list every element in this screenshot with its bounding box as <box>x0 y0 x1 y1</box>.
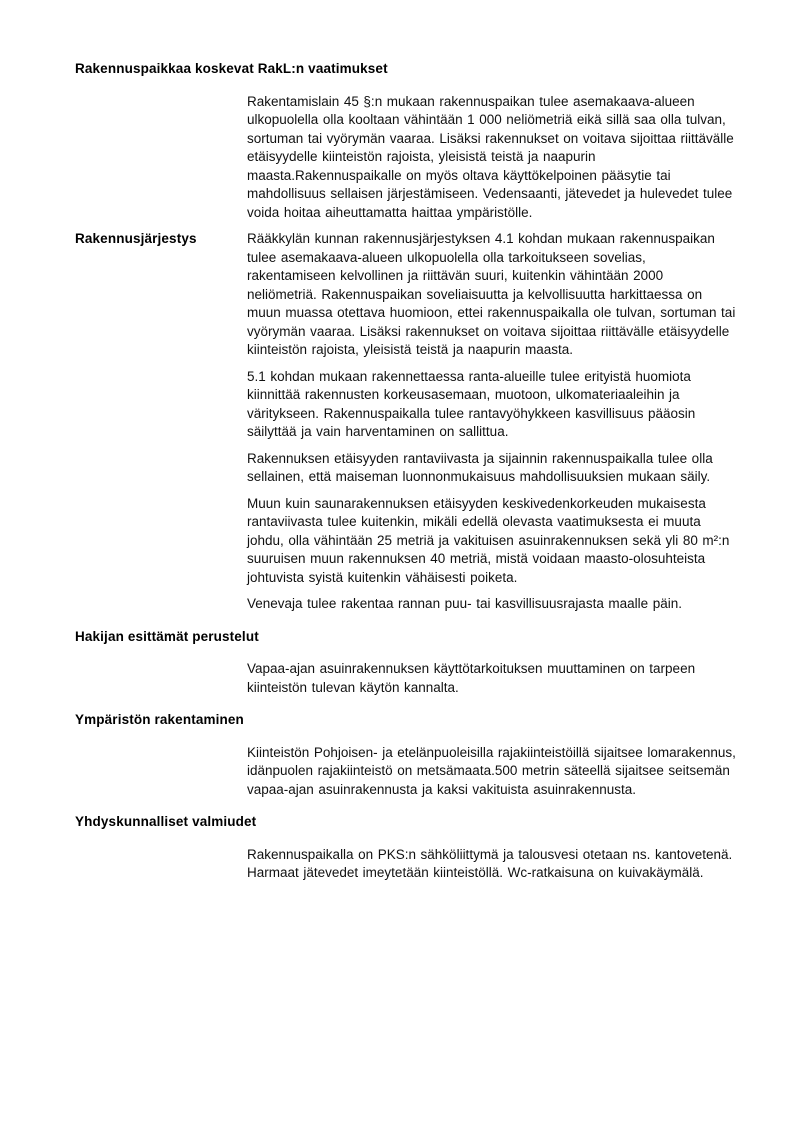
paragraph: Rääkkylän kunnan rakennusjärjestyksen 4.1 kohdan mukaan rakennuspaikan tulee asemakaava-alueen ulkopuolella olla tarkoitukseen sovelias, rakentamiseen kelvollinen ja riittävän suuri, kuitenkin vähintään 2000 neliömetriä. Rakennuspaikan soveliaisuutta ja kelvollisuutta harkittaessa on muun muassa otettava huomioon, ettei rakennuspaikalla ole tulvan, sortuman tai vyörymän vaaraa. Lisäksi rakennukset on voitava sijoittaa riittävälle etäisyydelle kiinteistön rajoista, yleisistä teistä ja naapurin maasta. <box>247 231 736 357</box>
section-heading: Ympäristön rakentaminen <box>75 712 244 727</box>
section-ympariston-rakentaminen <box>75 705 736 807</box>
section-body <box>247 230 736 622</box>
section-rakennusjarjestys <box>75 230 736 622</box>
section-yhdyskunnalliset-valmiudet <box>75 807 736 891</box>
section-body <box>247 744 736 808</box>
paragraph: Muun kuin saunarakennuksen etäisyyden keskivedenkorkeuden mukaisesta rantaviivasta tulee kuitenkin, mikäli edellä olevasta vaatimuksesta ei muuta johdu, olla vähintään 25 metriä ja vakituisen asuinrakennuksen sekä yli 80 m²:n suuruisen muun rakennuksen 40 metriä, mistä voidaan maasto-olosuhteista johtuvista syistä kuitenkin vähäisesti poiketa. <box>247 495 730 585</box>
section-heading: Hakijan esittämät perustelut <box>75 628 259 644</box>
paragraph: Rakentamislain 45 §:n mukaan rakennuspaikan tulee asemakaava-alueen ulkopuolella olla kooltaan vähintään 1 000 neliömetriä eikä sillä saa olla tulvan, sortuman tai vyörymän vaaraa. Lisäksi rakennukset on voitava sijoittaa riittävälle etäisyydelle kiinteistön rajoista, yleisistä teistä ja naapurin maasta.Rakennuspaikalle on myös oltava käyttökelpoinen pääsytie tai mahdollisuus sellaisen järjestämiseen. Vedensaanti, jätevedet ja hulevedet tulee voida hoitaa aiheuttamatta haittaa ympäristölle. <box>247 93 734 220</box>
paragraph: 5.1 kohdan mukaan rakennettaessa ranta-alueille tulee erityistä huomiota kiinnittää rakennusten korkeusasemaan, muotoon, ulkomateriaaleihin ja väritykseen. Rakennuspaikalla tulee rantavyöhykkeen kasvillisuus pääosin säilyttää ja vain harventaminen on sallittua. <box>247 368 696 439</box>
paragraph: Rakennuksen etäisyyden rantaviivasta ja sijainnin rakennuspaikalla tulee olla sellainen, että maiseman luonnonmukaisuus mahdollisuuksien mukaan säily. <box>247 450 713 484</box>
section-body <box>247 93 736 231</box>
paragraph: Vapaa-ajan asuinrakennuksen käyttötarkoituksen muuttaminen on tarpeen kiinteistön tulevan käytön kannalta. <box>247 661 696 695</box>
section-rakl-vaatimukset <box>75 60 736 230</box>
section-heading: Yhdyskunnalliset valmiudet <box>75 814 257 829</box>
section-hakijan-perustelut <box>75 622 736 706</box>
section-body <box>247 660 736 705</box>
paragraph: Kiinteistön Pohjoisen- ja etelänpuoleisilla rajakiinteistöillä sijaitsee lomarakennus, idänpuolen rajakiinteistö on metsämaata.500 metrin säteellä sijaitsee seitsemän vapaa-ajan asuinrakennusta ja kaksi vakituista asuinrakennusta. <box>247 744 736 797</box>
section-body <box>247 846 736 891</box>
paragraph: Rakennuspaikalla on PKS:n sähköliittymä ja talousvesi otetaan ns. kantovetenä. Harmaat jätevedet imeytetään kiinteistöllä. Wc-ratkaisuna on kuivakäymälä. <box>247 846 733 880</box>
section-heading: Rakennusjärjestys <box>75 231 197 246</box>
section-heading: Rakennuspaikkaa koskevat RakL:n vaatimukset <box>75 61 388 76</box>
paragraph: Venevaja tulee rakentaa rannan puu- tai kasvillisuusrajasta maalle päin. <box>247 596 682 611</box>
